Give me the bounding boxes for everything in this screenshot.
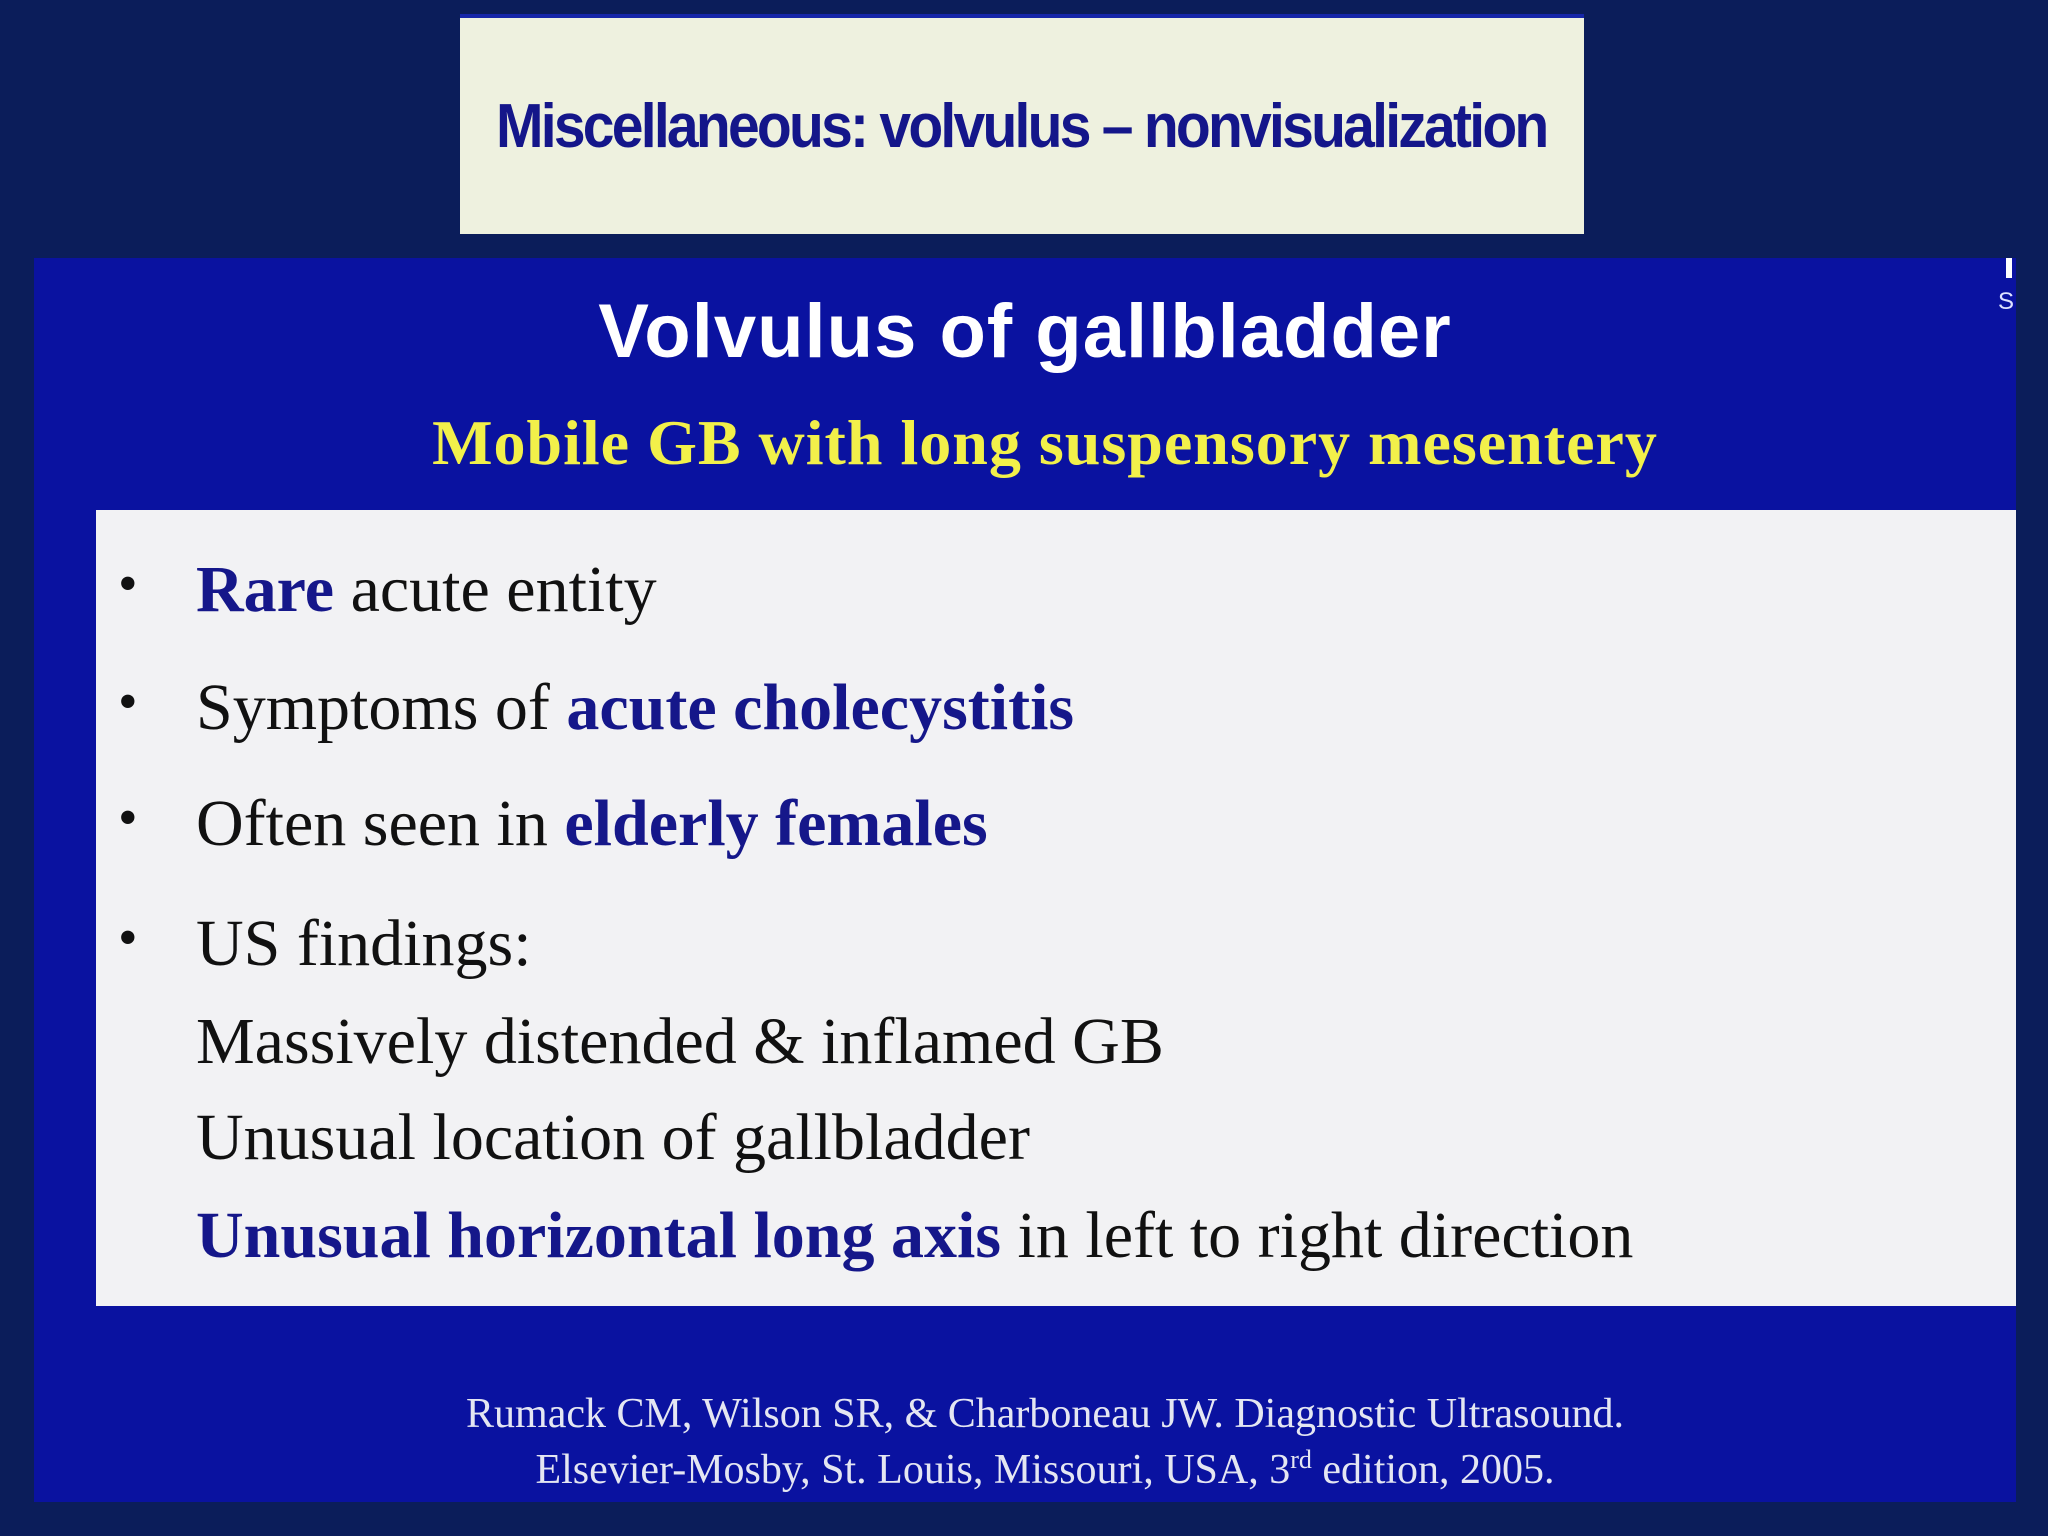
bullet-emphasis: elderly females (564, 787, 988, 860)
section-header-title: Miscellaneous: volvulus – nonvisualization (496, 91, 1547, 161)
bullet-dot-icon: • (118, 671, 138, 733)
bullet-dot-icon: • (118, 553, 138, 615)
edge-letter: S (1997, 288, 2014, 315)
bullet-text: Symptoms of (196, 671, 567, 744)
bullet-content-box (96, 510, 2016, 1306)
finding-line: Massively distended & inflamed GB (196, 1005, 1164, 1078)
bullet-text: acute entity (334, 553, 657, 626)
bullet-text: US findings: (196, 907, 532, 980)
section-header-banner (460, 14, 1584, 234)
bullet-dot-icon: • (118, 907, 138, 969)
finding-line: Unusual location of gallbladder (196, 1101, 1030, 1174)
finding-emphasis: Unusual horizontal long axis (196, 1199, 1002, 1272)
reference-citation (34, 1386, 2016, 1498)
bullet-text: Often seen in (196, 787, 565, 860)
reference-line-1: Rumack CM, Wilson SR, & Charboneau JW. Diagnostic Ultrasound. (466, 1391, 1624, 1437)
bullet-dot-icon: • (118, 787, 138, 849)
finding-line-final (196, 1198, 1633, 1274)
bullet-emphasis: acute cholecystitis (566, 671, 1075, 744)
reference-line-2: Elsevier-Mosby, St. Louis, Missouri, USA, 3rd edition, 2005. (535, 1445, 1555, 1493)
slide-title: Volvulus of gallbladder (598, 289, 1452, 374)
edge-marker (2006, 258, 2012, 278)
finding-text: in left to right direction (1001, 1199, 1634, 1272)
slide-panel (34, 258, 2016, 1502)
bullet-emphasis: Rare (196, 553, 335, 626)
slide-subtitle: Mobile GB with long suspensory mesentery (432, 407, 1658, 478)
